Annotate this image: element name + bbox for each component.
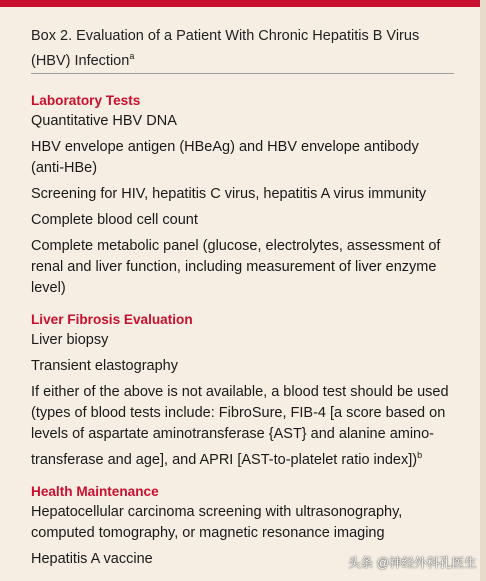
section-heading: Liver Fibrosis Evaluation bbox=[31, 312, 193, 327]
list-item: If either of the above is not available, a blood test should be used (types of blood tests include: FibroSure, FIB-4 [a score based on levels of aspartate aminotransferase {AST} and alanine amino-transferase and age], and APRI [AST-to-platelet ratio index])$^b$ bbox=[31, 384, 449, 468]
list-item: HBV envelope antigen (HBeAg) and HBV envelope antibody (anti-HBe) bbox=[31, 139, 419, 176]
section-heading: Laboratory Tests bbox=[31, 93, 141, 108]
list-item: Complete metabolic panel (glucose, electrolytes, assessment of renal and liver function, including measurement of liver enzyme level) bbox=[31, 238, 441, 296]
list-item: Liver biopsy bbox=[31, 332, 109, 348]
box-content bbox=[31, 92, 451, 570]
box-title: Box 2. Evaluation of a Patient With Chronic Hepatitis B Virus (HBV) Infection$^a$ bbox=[31, 28, 420, 69]
page-edge bbox=[480, 0, 486, 581]
list-item: Quantitative HBV DNA bbox=[31, 113, 177, 129]
watermark: 头条 @神经外科孔医生 bbox=[348, 556, 477, 570]
list-item: Screening for HIV, hepatitis C virus, hepatitis A virus immunity bbox=[31, 186, 427, 202]
top-accent-bar bbox=[0, 0, 486, 7]
list-item: Hepatitis A vaccine bbox=[31, 550, 153, 567]
section-heading: Health Maintenance bbox=[31, 483, 159, 499]
section-liver-fibrosis-evaluation bbox=[31, 311, 451, 471]
title-divider bbox=[31, 73, 454, 74]
footnote-marker: b bbox=[417, 450, 423, 460]
list-item: Hepatocellular carcinoma screening with ultrasonography, computed tomography, or magnetic resonance imaging bbox=[31, 503, 403, 541]
list-item: Complete blood cell count bbox=[31, 212, 198, 228]
section-laboratory-tests bbox=[31, 92, 451, 299]
title-footnote-marker: a bbox=[129, 51, 135, 61]
list-item: Transient elastography bbox=[31, 358, 178, 374]
